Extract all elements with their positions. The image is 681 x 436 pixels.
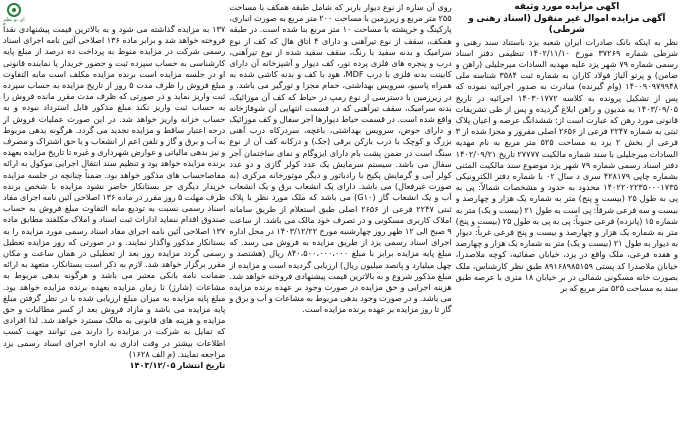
notice-column-left bbox=[3, 2, 225, 434]
notice-subtitle: آگهی مزایده اموال غیر منقول (اسناد رهنی و شرطی) bbox=[468, 13, 666, 35]
seal-caption: ای تو نظم bbox=[3, 17, 25, 23]
seal-mark-icon bbox=[7, 3, 21, 17]
publisher-seal-icon bbox=[3, 3, 25, 29]
notice-body-left: ۱۳۷ به مزایده گذاشته می شود و به بالاترین قیمت پیشنهادی نقداً فروخته خواهد شد و برابر ماده ۱۳۶ اصلاحی آئین نامه اجرای اسناد رسمی شرکت در مزایده منوط به پرداخت ده درصد از مبلغ پایه کارشناسی به حساب سپرده ثبت و حضور خریدار یا نماینده قانونی او در جلسه مزایده است برنده مزایده مکلف است مابه التفاوت مبلغ فروش را ظرف مدت ۵ روز از تاریخ مزایده به حساب سپرده ثبت واریز نماید و در صورتی که ظرف مدت مقرر مانده فروش را به حساب ثبت واریز نکند مبلغ مذکور قابل استرداد نبوده و به حساب خزانه واریز خواهد شد. در این صورت عملیات فروش از درجه اعتبار ساقط و مزایده تجدید می گردد. هرگونه بدهی مربوط به آب و برق و گاز و تلفن اعم از انشعاب و یا حق اشتراک و مصرف و نیز بدهی مالیاتی و عوارض شهرداری و غیره تا تاریخ مزایده بعهده برنده مزایده خواهد بود و تنظیم سند انتقال اجرایی موکول به ارائه مفاصاحساب های مذکور خواهد بود. ضمناً چنانچه در جلسه مزایده خریدار دیگری جز بستانکار حاضر نشود مزایده با شخص برنده ظرف مهلت ۵ روز مقرر در ماده ۱۳۶ اصلاحی آئین نامه اجرای مفاد اسناد رسمی نسبت به تودیع مابه التفاوت مبلغ فروش به حساب صندوق اقدام ننماید ادارات ثبت اسناد و املاک مکلفند مطابق ماده ۱۳۷ اصلاحی آئین نامه اجرای مفاد اسناد رسمی مورد مزایده را به بستانکار مذکور واگذار نمایند. و در صورتی که روز مزایده تعطیل رسمی گردد مزایده روز بعد از تعطیلی در همان ساعت و مکان مقرر برگزار خواهد شد. لازم به ذکر است بستانکار، متعهد به ارائه ضمانت نامه بانکی معتبر می باشد و هرگونه بدهی مربوط به مشاعات (شارژ) تا زمان مزایده بعهده برنده مزایده خواهد بود. مبلغ پایه مزایده به میزان مبلغ ارزیابی شده با در نظر گرفتن مبلغ پایه مزایده می باشد و مازاد فروش بعد از کسر مطالبات و حق مزایده و هزینه های قانونی به مالک مسترد خواهد شد. لذا افرادی که تمایل به شرکت در مزایده را دارند می توانند جهت کسب اطلاعات بیشتر در وقت اداری به اداره اجرای اسناد رسمی یزد مراجعه نمایند. (م الف ۱۶۲۸) bbox=[3, 24, 226, 359]
notice-column-middle bbox=[229, 2, 451, 434]
notice-body-middle: روی آن سازه از نوع دیوار باربر که شامل طبقه همکف با مساحت ۲۵۵ متر مربع و زیرزمین با مساحت ۲۰۰ متر مربع به صورت انباری، پارکینگ و خرپشته با مساحت ۱۰ متر مربع بنا شده است. در طبقه همکف، سقف از نوع تیرآهنی و دارای ۴ اتاق هال که کف از نوع سرامیک و بدنه سفید با رنگ، سقف سفید شده از نوع تیرآهنی، درب و پنجره های فلزی پرده تور، کف دیوار و آشپزخانه آن دارای کابینت بدنه فلزی با درب MDF، هود با کف و بدنه کاشی شده به همراه پاسیو، سرویس بهداشتی، حمام مجزا و تورگیر می باشد. و در زیرزمین با دسترسی از نوع رمپ در حیاط که کف آن موزائیک، بدنه سرامیک، سقف تیرآهنی که در قسمت انتهایی آن شوفاژخانه واقع شده است. در قسمت حیاط دیوارها آجر سفال و کف موزائیک و دارای حوض، سرویس بهداشتی، باغچه، سردرکاه درب آهنی بزرگ و کوچک با درب بازکن برقی (جک) و درکانه کف آن از نوع سنگ است در ضمن پشت بام دارای ایزوگام و نمای ساختمان آجر سفال می باشد. سیستم سرمایش یک عدد کولر گازی و دو عدد کولر آبی و گرمایش پکیج با رادیاتور و دیگر موتورخانه مرکزی (به صورت غیرفعال) می باشد. دارای یک انشعاب برق و یک انشعاب آب و یک انشعاب گاز (G۱۰) می باشد که ملک مورد نظر با پلاک ثبتی ۲۲۴۷ فرعی از ۲۶۵۶ اصلی طبق استعلام از طریق سامانه املاک کاربری مسکونی و در تصرف خود مالک می باشد. از ساعت ۹ صبح الی ۱۲ ظهر روز چهارشنبه مورخ ۱۴۰۳/۱۲/۲۲ در محل اداره اجرای اسناد رسمی یزد از طریق مزایده به فروش می رسد. که مبلغ پایه مزایده برابر با مبلغ ۸۴۰،۵۰۰،۰۰۰،۰۰۰ ریال (هشتصد و چهل میلیارد و پانصد میلیون ریال) ارزیابی گردیده است و مزایده از مبلغ مذکور شروع و به بالاترین قیمت پیشنهادی فروخته خواهد شد. هزینه اجرایی و حق مزایده در صورت وجود بر عهده برنده مزایده می باشد. و در صورت وجود بدهی مربوط به مشاعات و آب و برق و گاز تا روز مزایده بر عهده برنده مزایده است. bbox=[229, 2, 452, 315]
notice-column-right bbox=[456, 2, 678, 434]
notice-body-right: نظر به اینکه بانک صادرات ایران شعبه یزد باستناد سند رهنی و شرطی شماره ۳۷۲۶۹ مورخ ۱۴۰۲/۱۱/۱۰ تنظیمی دفتر اسناد رسمی شماره ۷۹ شهر یزد علیه مهدیه السادات میرجلیلی (راهن و ضامن) و پرتو آلیاژ فولاد کاران به شماره ثبت ۳۵۸۴ شناسه ملی ۱۴۰۰۹۰۹۷۹۹۴۸ (وام گیرنده) مبادرت به صدور اجرائیه نموده که پس از تشکیل پرونده به کلاسه ۱۴۰۳۰۱۷۷۲ اجرائیه در تاریخ ۱۴۰۳/۰۹/۰۵ به مدیون و راهن ابلاغ گردیده و پس از طی تشریفات قانونی مورد رهن که عبارت است از: ششدانگ عرصه و اعیان پلاک ثبتی به شماره ۲۲۴۷ فرعی از ۲۶۵۶ اصلی مفروز و مجزا شده از ۳ فرعی از بخش ۲ یزد به مساحت ۵۲۵ متر مربع به نام مهدیه السادات میرجلیلی با سند شماره مالکیت ۲۷۷۷۷ تاریخ ۱۴۰۲/۰۹/۲۱ دفتر اسناد رسمی شماره ۷۹ شهر یزد موضوع سند مالکیت المثنی بشماره چاپی ۴۲۸۱۷۹ سری د سال ۰۲ با شماره دفتر الکترونیکی ۱۴۰۲۲۰۲۲۳۵۰۰۰۱۷۳۵ محدود به حدود و مشخصات شمالاً: پی به پی به طول ۲۵ (بیست و پنج) متر به شماره یک هزار و چهارصد و بیست و سه فرعی شرقاً: پی است به طول ۲۱ (بیست و یک) متر به شماره ۱۵ (پانزده) فرعی جنوباً: پی به پی به طول ۲۵ (بیست و پنج) متر به شماره یک هزار و چهارصد و بیست و پنج فرعی غرباً: دیوار به دیوار به طول ۲۱ (بیست و یک) متر به شماره یک هزار و چهارصد و هفده فرعی، ملک واقع در یزد، خیابان صفائیه، کوچه ملاصدرا، خیابان ملاصدرا کد پستی ۸۹۱۶۸۹۸۵۱۵۹ طبق نظر کارشناس، ملک بصورت خانه مسکونی شمالی در بر خیابان ۱۸ متری با عرصه طبق سند به مساحت ۵۲۵ متر مربع که بر bbox=[455, 36, 678, 293]
publication-date: تاریخ انتشار ۱۴۰۳/۱۲/۰۵ bbox=[129, 360, 226, 371]
notice-title: آگهی مزایده مورد وثیقه bbox=[514, 2, 620, 12]
